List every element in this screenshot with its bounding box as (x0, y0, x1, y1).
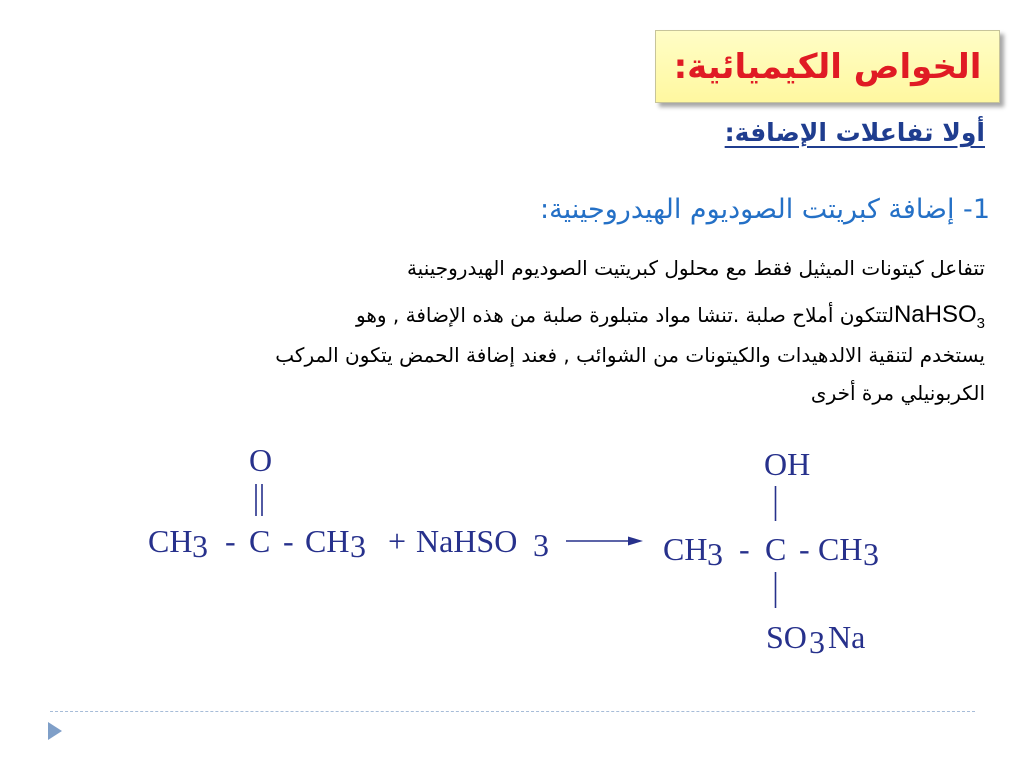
paragraph-line-2-text: لتتكون أملاح صلبة .تنشا مواد متبلورة صلبة من هذه الإضافة , وهو (356, 303, 894, 327)
reaction-equation (0, 430, 1024, 670)
product-bond-left: - (739, 531, 750, 567)
product-sulfonate: SO (766, 619, 807, 655)
carbonyl-oxygen: O (249, 442, 273, 478)
footer-divider (50, 711, 975, 712)
reactant-left-methyl: CH (148, 523, 193, 559)
reactant-center-carbon: C (249, 523, 271, 559)
reactant-right-methyl: CH (305, 523, 350, 559)
reactant-bond-right: - (283, 523, 294, 559)
reaction-arrow-head (628, 537, 643, 546)
play-triangle-icon (48, 722, 62, 740)
paragraph-line-3: يستخدم لتنقية الالدهيدات والكيتونات من الشوائب , فعند إضافة الحمض يتكون المركب (275, 343, 985, 367)
paragraph-line-1: تتفاعل كيتونات الميثيل فقط مع محلول كبريتيت الصوديوم الهيدروجينية (406, 256, 985, 280)
product-left-methyl: CH (663, 531, 708, 567)
reactant-bond-left: - (225, 523, 236, 559)
inline-formula-subscript: 3 (976, 314, 985, 332)
product-sulfonate-subscript: 3 (809, 624, 825, 660)
reagent-formula-subscript: 3 (533, 527, 549, 563)
reagent-formula: NaHSO (416, 523, 518, 559)
title-box (655, 30, 1000, 103)
reactant-left-methyl-subscript: 3 (192, 528, 208, 564)
product-adduct (663, 446, 879, 660)
product-bond-right: - (799, 531, 810, 567)
plus-sign: + (388, 523, 407, 559)
product-left-methyl-subscript: 3 (707, 536, 723, 572)
inline-formula (893, 301, 985, 332)
paragraph-line-4: الكربونيلي مرة أخرى (810, 381, 985, 405)
reactant-ketone (148, 442, 366, 564)
section-heading: أولا تفاعلات الإضافة: (724, 118, 985, 147)
reagent (388, 523, 549, 563)
product-right-methyl-subscript: 3 (863, 536, 879, 572)
slide-title: الخواص الكيميائية: (673, 46, 982, 87)
reaction-arrow (566, 537, 643, 546)
product-hydroxyl: OH (764, 446, 811, 482)
inline-formula-base: NaHSO (893, 301, 977, 328)
product-right-methyl: CH (818, 531, 863, 567)
item-heading: 1- إضافة كبريتت الصوديوم الهيدروجينية: (540, 194, 990, 225)
reactant-right-methyl-subscript: 3 (350, 528, 366, 564)
paragraph-line-2 (356, 300, 985, 339)
product-sodium: Na (828, 619, 866, 655)
product-center-carbon: C (765, 531, 787, 567)
